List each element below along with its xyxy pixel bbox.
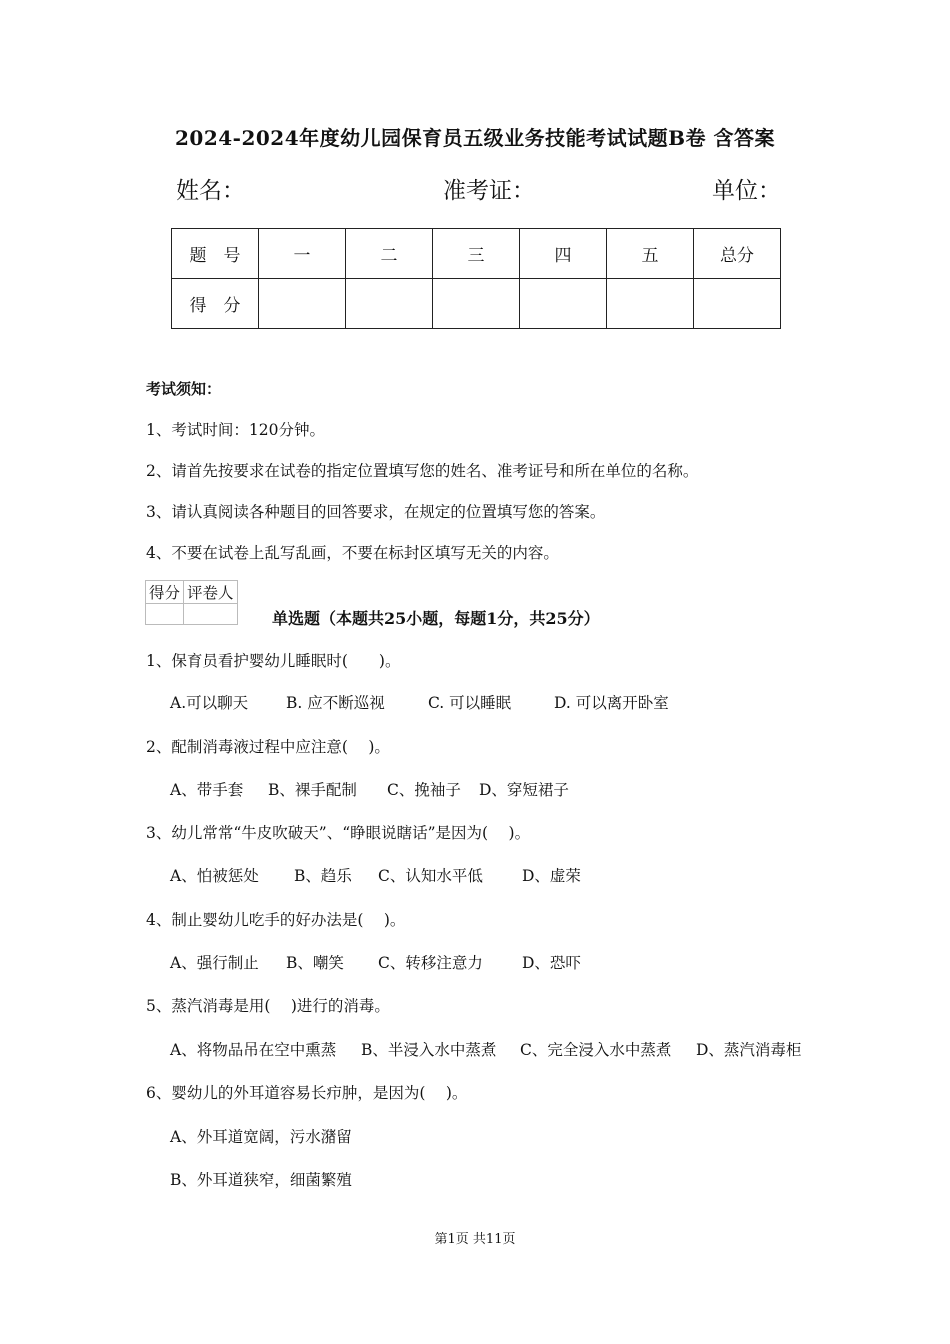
unit-field-label: 单位： — [712, 178, 781, 204]
grader-box — [145, 580, 238, 625]
section-title: 单选题（本题共25小题，每题1分，共25分） — [272, 609, 600, 628]
score-cell[interactable] — [607, 279, 694, 329]
question-option[interactable]: B、趋乐 — [294, 867, 352, 885]
question-option[interactable]: C、完全浸入水中蒸煮 — [520, 1041, 672, 1059]
score-cell[interactable] — [259, 279, 346, 329]
question-option[interactable]: C、转移注意力 — [378, 954, 483, 972]
question-option[interactable]: B. 应不断巡视 — [286, 694, 385, 712]
grader-reviewer-cell[interactable] — [184, 604, 238, 625]
page-footer: 第1页 共11页 — [434, 1232, 516, 1247]
grader-score-cell[interactable] — [146, 604, 184, 625]
score-header-cell: 三 — [433, 229, 520, 279]
score-table-header-row — [172, 229, 781, 279]
score-cell[interactable] — [520, 279, 607, 329]
question-option[interactable]: D、穿短裙子 — [479, 781, 569, 799]
score-header-cell: 四 — [520, 229, 607, 279]
question-option[interactable]: D、蒸汽消毒柜 — [696, 1041, 802, 1059]
question-option[interactable]: B、半浸入水中蒸煮 — [361, 1041, 497, 1059]
question-option[interactable]: D、虚荣 — [522, 867, 581, 885]
grader-reviewer-label: 评卷人 — [184, 581, 238, 604]
question-option[interactable]: A、怕被惩处 — [170, 867, 259, 885]
question-stem: 4、制止婴幼儿吃手的好办法是( )。 — [146, 911, 406, 929]
note-item: 4、不要在试卷上乱写乱画，不要在标封区填写无关的内容。 — [146, 544, 559, 562]
question-stem: 5、蒸汽消毒是用( )进行的消毒。 — [146, 997, 390, 1015]
name-field-label: 姓名： — [176, 178, 245, 204]
score-header-cell: 一 — [259, 229, 346, 279]
question-option[interactable]: C. 可以睡眠 — [428, 694, 512, 712]
note-item: 1、考试时间：120分钟。 — [146, 421, 325, 439]
note-item: 2、请首先按要求在试卷的指定位置填写您的姓名、准考证号和所在单位的名称。 — [146, 462, 699, 480]
question-option[interactable]: A、外耳道宽阔，污水潴留 — [170, 1128, 352, 1146]
score-table-score-row — [172, 279, 781, 329]
question-option[interactable]: A.可以聊天 — [170, 694, 249, 712]
score-table — [171, 228, 781, 329]
notes-title: 考试须知： — [146, 380, 222, 398]
score-cell[interactable] — [694, 279, 781, 329]
grader-score-label: 得分 — [146, 581, 184, 604]
score-cell[interactable] — [346, 279, 433, 329]
question-option[interactable]: A、强行制止 — [170, 954, 259, 972]
score-cell[interactable] — [433, 279, 520, 329]
note-item: 3、请认真阅读各种题目的回答要求，在规定的位置填写您的答案。 — [146, 503, 606, 521]
score-header-cell: 题 号 — [172, 229, 259, 279]
question-stem: 1、保育员看护婴幼儿睡眠时( )。 — [146, 652, 401, 670]
question-option[interactable]: B、嘲笑 — [286, 954, 344, 972]
question-option[interactable]: D. 可以离开卧室 — [554, 694, 669, 712]
page-title: 2024-2024年度幼儿园保育员五级业务技能考试试题B卷 含答案 — [175, 126, 775, 150]
score-header-cell: 二 — [346, 229, 433, 279]
question-option[interactable]: D、恐吓 — [522, 954, 581, 972]
question-option[interactable]: A、带手套 — [170, 781, 244, 799]
question-option[interactable]: B、裸手配制 — [268, 781, 357, 799]
question-option[interactable]: B、外耳道狭窄，细菌繁殖 — [170, 1171, 352, 1189]
score-header-cell: 总分 — [694, 229, 781, 279]
score-header-cell: 五 — [607, 229, 694, 279]
question-option[interactable]: C、挽袖子 — [387, 781, 461, 799]
score-row-label: 得 分 — [172, 279, 259, 329]
exam-id-field-label: 准考证： — [443, 178, 535, 204]
question-stem: 3、幼儿常常“牛皮吹破天”、“睁眼说瞎话”是因为( )。 — [146, 824, 531, 842]
question-option[interactable]: C、认知水平低 — [378, 867, 483, 885]
question-stem: 6、婴幼儿的外耳道容易长疖肿，是因为( )。 — [146, 1084, 468, 1102]
question-option[interactable]: A、将物品吊在空中熏蒸 — [170, 1041, 337, 1059]
question-stem: 2、配制消毒液过程中应注意( )。 — [146, 738, 390, 756]
